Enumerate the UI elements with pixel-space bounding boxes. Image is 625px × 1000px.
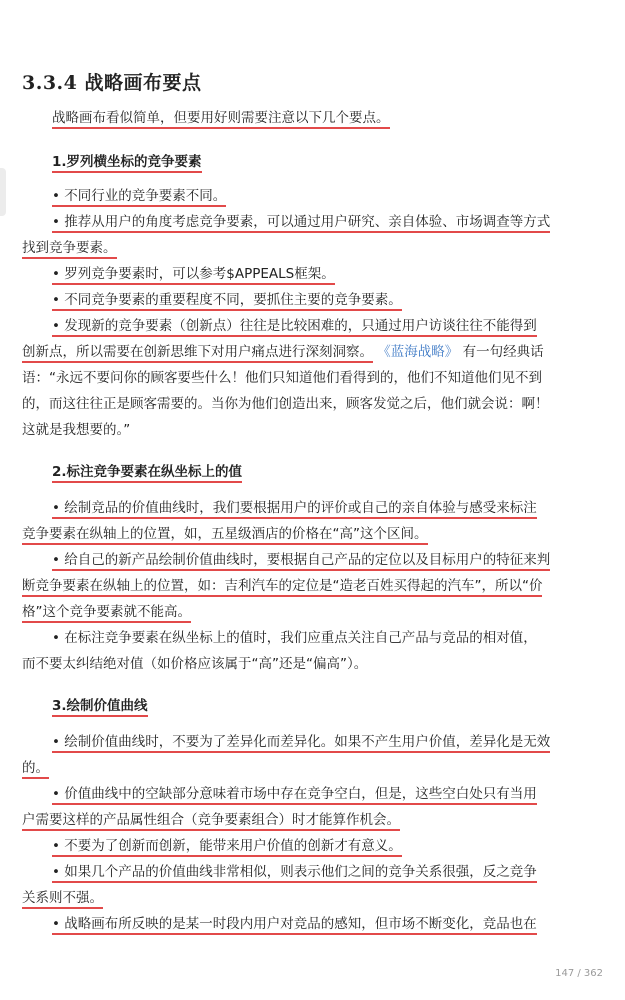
s1-bullet-5-line-1: • 发现新的竞争要素（创新点）往往是比较困难的，只通过用户访谈往往不能得到	[52, 318, 537, 337]
book-link[interactable]: 《蓝海战略》	[377, 344, 459, 360]
s1-bullet-2-line-1: • 推荐从用户的角度考虑竞争要素，可以通过用户研究、亲自体验、市场调查等方式	[52, 214, 550, 233]
heading-1: 1.罗列横坐标的竞争要素	[52, 154, 202, 173]
s1-quote-line-2: 的，而这往往正是顾客需要的。当你为他们创造出来，顾客发觉之后，他们就会说：啊！	[22, 396, 549, 412]
s2-bullet-3-line-1: • 在标注竞争要素在纵坐标上的值时，我们应重点关注自己产品与竞品的相对值，	[52, 630, 537, 646]
s2-bullet-3-line-2: 而不要太纠结绝对值（如价格应该属于“高”还是“偏高”）。	[22, 656, 368, 672]
s3-bullet-4-line-2: 关系则不强。	[22, 890, 103, 909]
s3-bullet-5-line-1: • 战略画布所反映的是某一时段内用户对竞品的感知，但市场不断变化，竞品也在	[52, 916, 537, 935]
s1-bullet-5-line-2: 创新点，所以需要在创新思维下对用户痛点进行深刻洞察。	[22, 344, 373, 363]
s2-bullet-2-line-1: • 给自己的新产品绘制价值曲线时，要根据自己产品的定位以及目标用户的特征来判	[52, 552, 550, 571]
page-number: 147 / 362	[555, 968, 603, 979]
s2-bullet-2-line-2: 断竞争要素在纵轴上的位置，如：吉利汽车的定位是“造老百姓买得起的汽车”，所以“价	[22, 578, 542, 597]
s3-bullet-1-line-2: 的。	[22, 760, 49, 779]
s1-quote-line-3: 这就是我想要的。”	[22, 422, 131, 438]
intro-text: 战略画布看似简单，但要用好则需要注意以下几个要点。	[52, 110, 390, 129]
heading-2: 2.标注竞争要素在纵坐标上的值	[52, 464, 242, 483]
s1-bullet-2-line-2: 找到竞争要素。	[22, 240, 117, 259]
s1-bullet-3: • 罗列竞争要素时，可以参考$APPEALS框架。	[52, 266, 335, 285]
s2-bullet-2-line-3: 格”这个竞争要素就不能高。	[22, 604, 191, 623]
s1-quote-line-1: 语：“永远不要问你的顾客要些什么！他们只知道他们看得到的，他们不知道他们见不到	[22, 370, 542, 386]
side-panel-handle[interactable]	[0, 168, 6, 216]
s3-bullet-3: • 不要为了创新而创新，能带来用户价值的创新才有意义。	[52, 838, 402, 857]
s3-bullet-4-line-1: • 如果几个产品的价值曲线非常相似，则表示他们之间的竞争关系很强，反之竞争	[52, 864, 537, 883]
s1-bullet-5-line-2-rest: 有一句经典话	[462, 344, 544, 360]
s3-bullet-1-line-1: • 绘制价值曲线时，不要为了差异化而差异化。如果不产生用户价值，差异化是无效	[52, 734, 550, 753]
s1-bullet-4: • 不同竞争要素的重要程度不同，要抓住主要的竞争要素。	[52, 292, 402, 311]
s2-bullet-1-line-2: 竞争要素在纵轴上的位置，如，五星级酒店的价格在“高”这个区间。	[22, 526, 428, 545]
s3-bullet-2-line-1: • 价值曲线中的空缺部分意味着市场中存在竞争空白，但是，这些空白处只有当用	[52, 786, 537, 805]
heading-3: 3.绘制价值曲线	[52, 698, 148, 717]
s3-bullet-2-line-2: 户需要这样的产品属性组合（竞争要素组合）时才能算作机会。	[22, 812, 400, 831]
s1-bullet-1: • 不同行业的竞争要素不同。	[52, 188, 226, 207]
s2-bullet-1-line-1: • 绘制竞品的价值曲线时，我们要根据用户的评价或自己的亲自体验与感受来标注	[52, 500, 537, 519]
section-title: 3.3.4 战略画布要点	[22, 72, 202, 94]
